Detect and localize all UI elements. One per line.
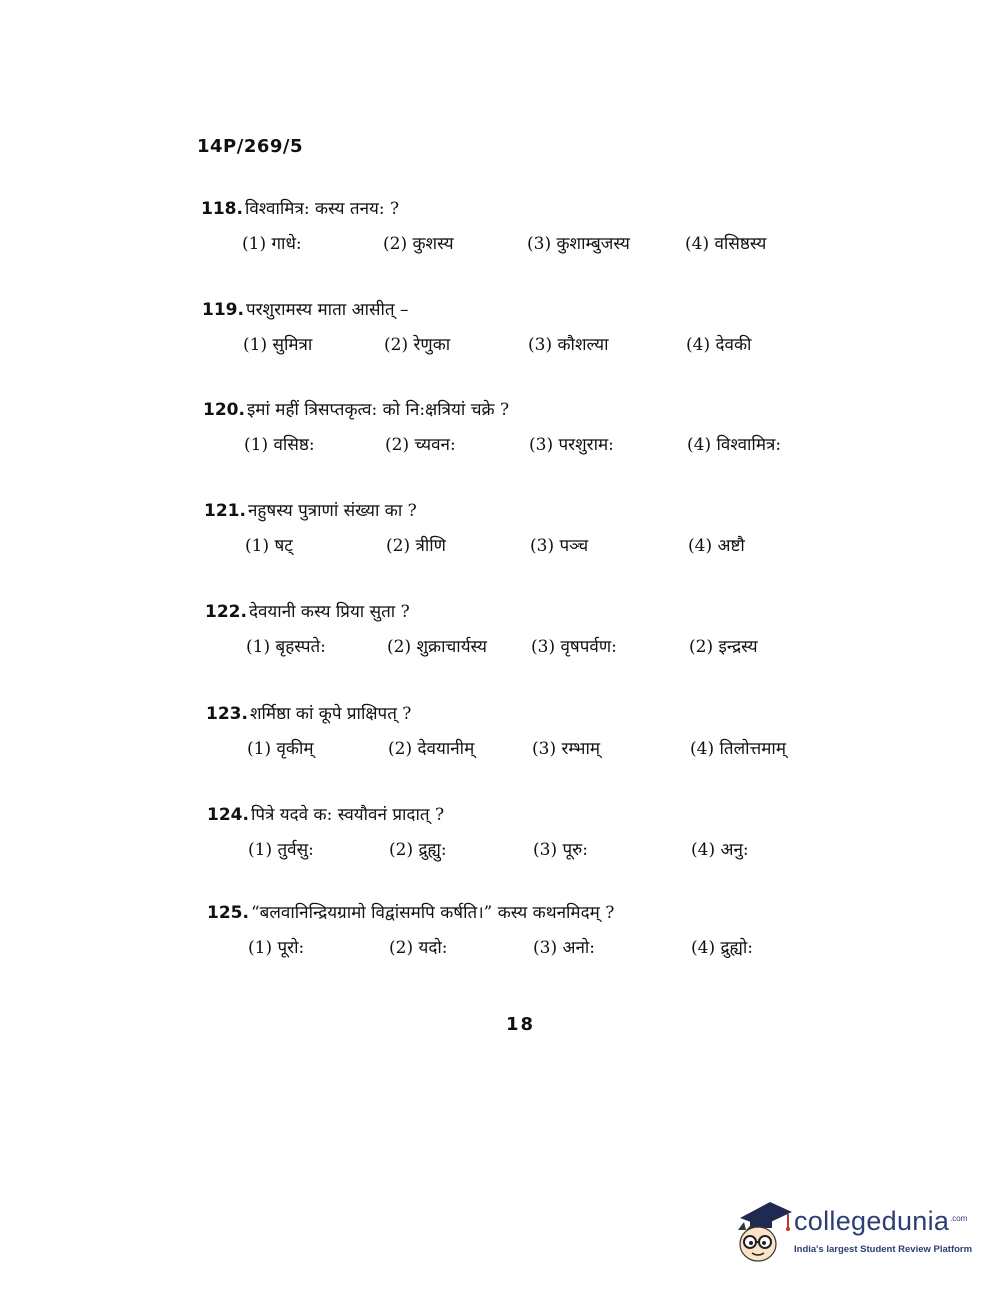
option-4: (2) इन्द्रस्य (689, 637, 758, 657)
collegedunia-logo (732, 1196, 973, 1268)
question-121 (204, 498, 904, 563)
option-2: (2) द्रुह्यु: (389, 840, 447, 860)
question-number: 121. (204, 501, 246, 521)
option-4: (4) देवकी (686, 335, 752, 355)
option-3: (3) पञ्च (530, 536, 589, 556)
question-text: देवयानी कस्य प्रिया सुता ? (248, 602, 410, 622)
question-number: 122. (205, 602, 247, 622)
question-118 (201, 196, 901, 261)
options-row (205, 634, 905, 664)
options-row (206, 736, 906, 766)
options-row (201, 231, 901, 261)
option-1: (1) बृहस्पते: (246, 637, 326, 657)
options-row (207, 935, 907, 965)
question-text: पित्रे यदवे क: स्वयौवनं प्रादात् ? (250, 805, 445, 825)
question-text: परशुरामस्य माता आसीत् – (245, 300, 409, 320)
logo-wordmark: collegedunia (794, 1206, 950, 1236)
option-4: (4) अनु: (691, 840, 749, 860)
option-4: (4) तिलोत्तमाम् (690, 739, 786, 759)
option-1: (1) गाधे: (242, 234, 302, 254)
option-1: (1) वृकीम् (247, 739, 314, 759)
paper-code: 14P/269/5 (197, 136, 303, 157)
option-1: (1) वसिष्ठ: (244, 435, 315, 455)
question-number: 119. (202, 300, 244, 320)
question-text: नहुषस्य पुत्राणां संख्या का ? (247, 501, 417, 521)
option-2: (2) शुक्राचार्यस्य (387, 637, 488, 657)
options-row (203, 432, 903, 462)
option-4: (4) द्रुह्यो: (691, 938, 754, 958)
question-number: 120. (203, 400, 245, 420)
option-3: (3) परशुराम: (529, 435, 614, 455)
option-3: (3) कुशाम्बुजस्य (527, 234, 630, 254)
option-2: (2) त्रीणि (386, 536, 446, 556)
question-122 (205, 599, 905, 664)
question-124 (207, 802, 907, 867)
option-3: (3) कौशल्या (528, 335, 609, 355)
option-1: (1) पूरो: (248, 938, 305, 958)
option-2: (2) कुशस्य (383, 234, 454, 254)
option-1: (1) सुमित्रा (243, 335, 313, 355)
question-number: 125. (207, 903, 249, 923)
option-3: (3) रम्भाम् (532, 739, 601, 759)
option-3: (3) पूरु: (533, 840, 589, 860)
option-2: (2) च्यवन: (385, 435, 456, 455)
question-120 (203, 397, 903, 462)
option-2: (2) रेणुका (384, 335, 451, 355)
option-2: (2) देवयानीम् (388, 739, 475, 759)
question-text: “बलवानिन्द्रियग्रामो विद्वांसमपि कर्षति।” कस्य कथनमिदम् ? (250, 903, 615, 923)
option-4: (4) अष्टौ (688, 536, 745, 556)
option-4: (4) विश्वामित्र: (687, 435, 782, 455)
option-2: (2) यदो: (389, 938, 448, 958)
options-row (202, 332, 902, 362)
options-row (204, 533, 904, 563)
question-number: 118. (201, 199, 243, 219)
question-text: इमां महीं त्रिसप्तकृत्व: को नि:क्षत्रियां चक्रे ? (246, 400, 510, 420)
option-3: (3) वृषपर्वण: (531, 637, 617, 657)
question-number: 123. (206, 704, 248, 724)
option-1: (1) तुर्वसु: (248, 840, 314, 860)
question-text: शर्मिष्ठा कां कूपे प्राक्षिपत् ? (249, 704, 412, 724)
question-123 (206, 701, 906, 766)
logo-domain-suffix: .com (950, 1214, 968, 1223)
options-row (207, 837, 907, 867)
option-1: (1) षट् (245, 536, 293, 556)
option-4: (4) वसिष्ठस्य (685, 234, 767, 254)
option-3: (3) अनो: (533, 938, 596, 958)
logo-tagline: India's largest Student Review Platform (794, 1244, 973, 1255)
question-119 (202, 297, 902, 362)
question-125 (207, 900, 907, 965)
mascot-icon (732, 1196, 794, 1268)
question-number: 124. (207, 805, 249, 825)
question-text: विश्वामित्र: कस्य तनय: ? (244, 199, 400, 219)
page-number: 18 (506, 1014, 536, 1035)
